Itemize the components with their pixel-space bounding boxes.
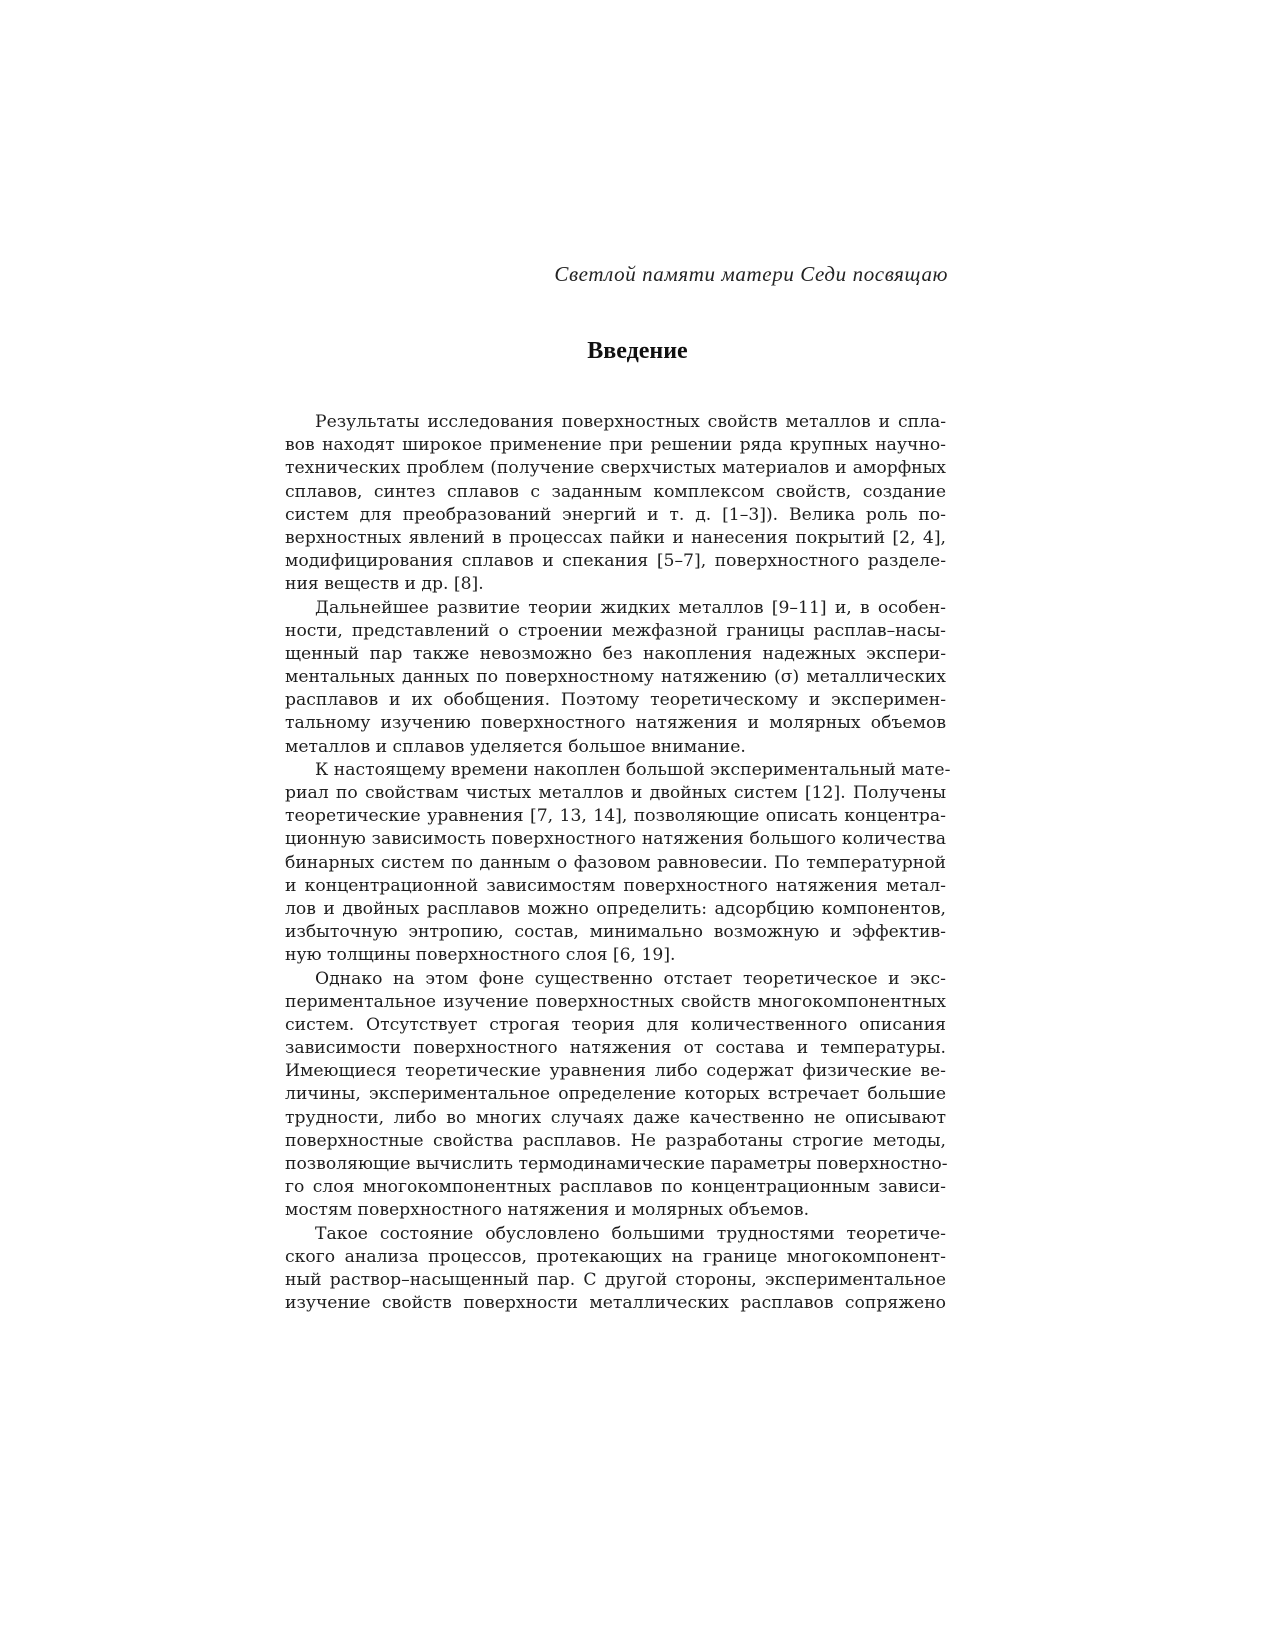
text-line: позволяющие вычислить термодинамические параметры поверхностно- bbox=[285, 1154, 948, 1174]
text-line: ности, представлений о строении межфазной границы расплав–насы- bbox=[285, 620, 946, 641]
text-line: ментальных данных по поверхностному натяжению (σ) металлических bbox=[285, 667, 946, 688]
text-line: К настоящему времени накоплен большой экспериментальный мате- bbox=[315, 759, 951, 780]
text-line: периментальное изучение поверхностных свойств многокомпонентных bbox=[285, 991, 946, 1012]
text-line: верхностных явлений в процессах пайки и нанесения покрытий [2, 4], bbox=[285, 527, 946, 548]
text-line: технических проблем (получение сверхчистых материалов и аморфных bbox=[285, 458, 946, 479]
text-line: избыточную энтропию, состав, минимально возможную и эффектив- bbox=[285, 922, 946, 943]
text-line: Результаты исследования поверхностных свойств металлов и спла- bbox=[315, 412, 946, 432]
text-line: и концентрационной зависимостям поверхностного натяжения метал- bbox=[285, 875, 946, 896]
text-line: Однако на этом фоне существенно отстает теоретическое и экс- bbox=[315, 968, 946, 989]
text-line: Дальнейшее развитие теории жидких металлов [9–11] и, в особен- bbox=[315, 597, 946, 618]
paragraph bbox=[285, 759, 951, 968]
text-line: щенный пар также невозможно без накопления надежных экспери- bbox=[285, 643, 946, 664]
text-line: бинарных систем по данным о фазовом равновесии. По температурной bbox=[285, 852, 946, 873]
text-line: модифицирования сплавов и спекания [5–7], поверхностного разделе- bbox=[285, 551, 946, 572]
text-line: вов находят широкое применение при решении ряда крупных научно- bbox=[285, 435, 946, 456]
text-line: лов и двойных расплавов можно определить: адсорбцию компонентов, bbox=[285, 898, 946, 919]
text-line: сплавов, синтез сплавов с заданным комплексом свойств, создание bbox=[285, 481, 946, 502]
text-line: трудности, либо во многих случаях даже качественно не описывают bbox=[285, 1107, 946, 1128]
text-line: систем. Отсутствует строгая теория для количественного описания bbox=[285, 1014, 946, 1035]
text-line: ную толщины поверхностного слоя [6, 19]. bbox=[285, 945, 676, 966]
paragraph bbox=[285, 597, 946, 759]
text-line: риал по свойствам чистых металлов и двойных систем [12]. Получены bbox=[285, 783, 946, 803]
text-line: Имеющиеся теоретические уравнения либо содержат физические ве- bbox=[285, 1061, 946, 1082]
text-line: ского анализа процессов, протекающих на границе многокомпонент- bbox=[285, 1246, 946, 1267]
text-line: поверхностные свойства расплавов. Не разработаны строгие методы, bbox=[285, 1130, 946, 1151]
paragraph bbox=[285, 1223, 946, 1316]
text-line: тальному изучению поверхностного натяжения и молярных объемов bbox=[285, 713, 946, 734]
text-line: ционную зависимость поверхностного натяжения большого количества bbox=[285, 829, 946, 850]
body-text bbox=[285, 411, 951, 1315]
text-line: зависимости поверхностного натяжения от состава и температуры. bbox=[285, 1038, 946, 1059]
text-line: ния веществ и др. [8]. bbox=[285, 574, 484, 595]
paragraph bbox=[285, 411, 946, 597]
text-line: теоретические уравнения [7, 13, 14], позволяющие описать концентра- bbox=[285, 806, 946, 827]
text-line: Такое состояние обусловлено большими трудностями теоретиче- bbox=[315, 1223, 946, 1244]
text-line: систем для преобразований энергий и т. д. [1–3]). Велика роль по- bbox=[285, 504, 946, 525]
text-line: личины, экспериментальное определение которых встречает большие bbox=[285, 1084, 946, 1105]
text-line: изучение свойств поверхности металлических расплавов сопряжено bbox=[285, 1293, 946, 1314]
text-line: мостям поверхностного натяжения и молярных объемов. bbox=[285, 1200, 810, 1221]
text-line: расплавов и их обобщения. Поэтому теоретическому и эксперимен- bbox=[285, 690, 946, 711]
chapter-heading: Введение bbox=[587, 338, 688, 364]
text-line: металлов и сплавов уделяется большое внимание. bbox=[285, 736, 746, 757]
text-line: ный раствор–насыщенный пар. С другой стороны, экспериментальное bbox=[285, 1269, 946, 1290]
text-line: го слоя многокомпонентных расплавов по концентрационным зависи- bbox=[285, 1177, 946, 1198]
paragraph bbox=[285, 968, 946, 1223]
dedication: Светлой памяти матери Седи посвящаю bbox=[554, 262, 948, 286]
